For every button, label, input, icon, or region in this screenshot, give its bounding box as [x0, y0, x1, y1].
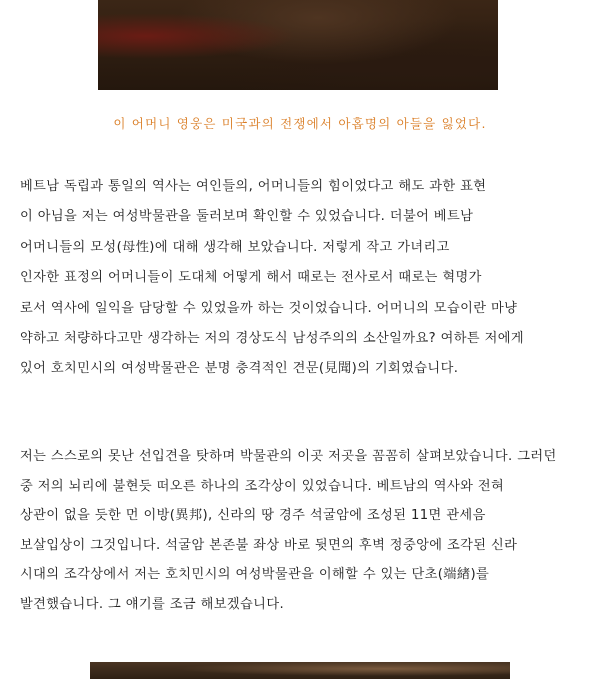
- text-line: 상관이 없을 듯한 먼 이방(異邦), 신라의 땅 경주 석굴암에 조성된 11면 관세음: [20, 508, 486, 523]
- text-line: 이 아님을 저는 여성박물관을 둘러보며 확인할 수 있었습니다. 더불어 베트남: [20, 209, 474, 225]
- text-line: 어머니들의 모성(母性)에 대해 생각해 보았습니다. 저렇게 작고 가녀리고: [20, 239, 450, 255]
- text-line: 저는 스스로의 못난 선입견을 탓하며 박물관의 이곳 저곳을 꼼꼼히 살펴보았습니다. 그러던: [20, 449, 557, 464]
- paragraph-2: [20, 442, 582, 619]
- text-line: 인자한 표정의 어머니들이 도대체 어떻게 해서 때로는 전사로서 때로는 혁명가: [20, 270, 482, 286]
- paragraph-1: [20, 172, 582, 385]
- top-photo: [98, 0, 498, 90]
- text-line: 베트남 독립과 통일의 역사는 여인들의, 어머니들의 힘이었다고 해도 과한 표현: [20, 179, 487, 194]
- text-line: 발견했습니다. 그 얘기를 조금 해보겠습니다.: [20, 596, 285, 612]
- text-line: 약하고 처량하다고만 생각하는 저의 경상도식 남성주의의 소산일까요? 여하튼 저에게: [20, 330, 525, 346]
- text-line: 중 저의 뇌리에 불현듯 떠오른 하나의 조각상이 있었습니다. 베트남의 역사와 전혀: [20, 478, 505, 494]
- text-line: 있어 호치민시의 여성박물관은 분명 충격적인 견문(見聞)의 기회였습니다.: [20, 361, 459, 377]
- photo-caption: 이 어머니 영웅은 미국과의 전쟁에서 아홉명의 아들을 잃었다.: [113, 116, 487, 131]
- text-line: 시대의 조각상에서 저는 호치민시의 여성박물관을 이해할 수 있는 단초(端緖)를: [20, 567, 490, 582]
- bottom-photo: [90, 662, 510, 679]
- text-line: 로서 역사에 일익을 담당할 수 있었을까 하는 것이었습니다. 어머니의 모습이란 마냥: [20, 300, 518, 316]
- text-line: 보살입상이 그것입니다. 석굴암 본존불 좌상 바로 뒷면의 후벽 정중앙에 조각된 신라: [20, 537, 518, 553]
